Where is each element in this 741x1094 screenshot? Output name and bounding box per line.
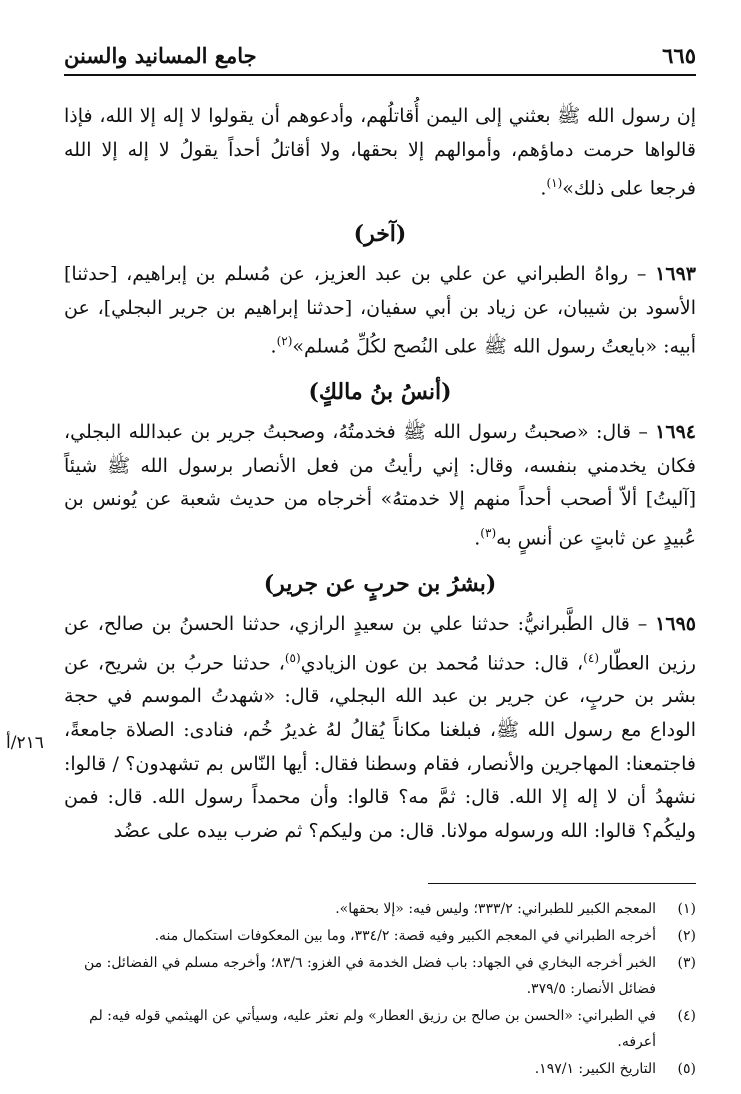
footnote-text: التاريخ الكبير: ١٩٧/١. [534, 1061, 656, 1077]
footnote-number: (١) [677, 901, 696, 917]
footnote-ref: (١) [546, 176, 563, 191]
manuscript-folio-ref: ٢١٦/أ [6, 733, 44, 753]
footnote-text: أخرجه الطبراني في المعجم الكبير وفيه قصة: ٣٣٤/٢، وما بين المعكوفات استكمال منه. [154, 928, 656, 944]
footnote-ref: (٢) [276, 334, 293, 349]
hadith-1693: ١٦٩٣ – رواهُ الطبراني عن علي بن عبد العزيز، عن مُسلم بن إبراهيم، [حدثنا] الأسود بن شيبان، عن زياد بن أبي سفيان، [حدثنا إبراهيم بن جرير البجلي]، عن أبيه: «بايعتُ رسول الله ﷺ على النُصح لكُلِّ مُسلم»$^{(٢)}$. [64, 263, 696, 358]
footnote-separator [428, 883, 696, 884]
page-number: ٦٦٥ [662, 42, 696, 68]
footnote [64, 896, 696, 922]
hadith-number: ١٦٩٤ [655, 421, 696, 444]
section-heading: (بشرُ بن حربٍ عن جرير) [263, 570, 497, 597]
hadith-text: – قال الطَّبرانيُّ: حدثنا علي بن سعيدٍ الرازي، حدثنا الحسنُ بن صالح، عن رزين العطّار [64, 612, 696, 674]
footnote [64, 950, 696, 1002]
book-title: جامع المسانيد والسنن [64, 42, 257, 68]
hadith-number: ١٦٩٥ [655, 612, 696, 635]
footnote-text: الخبر أخرجه البخاري في الجهاد: باب فضل الخدمة في الغزو: ٨٣/٦؛ وأخرجه مسلم في الفضائل: من فضائل الأنصار: ٣٧٩/٥. [84, 955, 656, 997]
hadith-1694: ١٦٩٤ – قال: «صحبتُ رسول الله ﷺ فخدمتُهُ، وصحبتُ جرير بن عبدالله البجلي، فكان يخدمني بنفسه، وقال: إني رأيتُ من فعل الأنصار برسول الله ﷺ شيئاً [آليتُ] ألاّ أصحب أحداً منهم إلا خدمتهُ» أخرجاه من حديث شعبة عن يُونس بن عُبيدٍ عن ثابتٍ عن أنسٍ به$^{(٣)}$. [64, 421, 696, 550]
footnote [64, 1056, 696, 1082]
hadith-1695 [64, 608, 696, 848]
footnote-number: (٢) [677, 928, 696, 944]
header-rule [64, 74, 696, 76]
footnote-ref: (٤) [583, 650, 599, 665]
hadith-text: ، قال: حدثنا مُحمد بن عون الزيادي [300, 651, 584, 674]
intro-text: إن رسول الله ﷺ بعثني إلى اليمن أُقاتلُهم، وأدعوهم أن يقولوا لا إله إلا الله، فإذا قالواها حرمت دماؤهم، وأموالهم إلا بحقها، ولا أقاتلُ أحداً يقولُ لا إله إلا الله فرجعا على ذلك» [64, 105, 696, 200]
footnotes [64, 896, 696, 1083]
hadith-number: ١٦٩٣ [655, 263, 696, 286]
section-heading: (آخر) [353, 221, 407, 248]
footnote-number: (٥) [677, 1061, 696, 1077]
footnote-ref: (٥) [284, 650, 301, 665]
footnote [64, 1003, 696, 1055]
hadith-text: – رواهُ الطبراني عن علي بن عبد العزيز، عن مُسلم بن إبراهيم، [حدثنا] الأسود بن شيبان، عن زياد بن أبي سفيان، [حدثنا إبراهيم بن جرير البجلي]، عن أبيه: «بايعتُ رسول الله ﷺ على النُصح لكُلِّ مُسلم» [64, 263, 696, 358]
hadith-text: – قال: «صحبتُ رسول الله ﷺ فخدمتُهُ، وصحبتُ جرير بن عبدالله البجلي، فكان يخدمني بنفسه، وقال: إني رأيتُ من فعل الأنصار برسول الله ﷺ شيئاً [آليتُ] ألاّ أصحب أحداً منهم إلا خدمتهُ» أخرجاه من حديث شعبة عن يُونس بن عُبيدٍ عن ثابتٍ عن أنسٍ به [64, 421, 696, 550]
intro-paragraph: إن رسول الله ﷺ بعثني إلى اليمن أُقاتلُهم، وأدعوهم أن يقولوا لا إله إلا الله، فإذا قالواها حرمت دماؤهم، وأموالهم إلا بحقها، ولا أقاتلُ أحداً يقولُ لا إله إلا الله فرجعا على ذلك»$^{(١)}$. [64, 105, 696, 200]
footnote-number: (٣) [677, 955, 696, 971]
footnote-text: في الطبراني: «الحسن بن صالح بن رزيق العطار» ولم نعثر عليه، وسيأتي عن الهيثمي قوله فيه: لم أعرفه. [89, 1008, 656, 1050]
footnote [64, 923, 696, 949]
footnote-ref: (٣) [480, 526, 497, 540]
running-head [64, 38, 696, 72]
footnote-number: (٤) [677, 1008, 696, 1024]
footnote-text: المعجم الكبير للطبراني: ٣٣٣/٢؛ وليس فيه: «إلا بحقها». [335, 901, 656, 917]
section-heading: (أنسُ بنُ مالكٍ) [308, 379, 452, 406]
hadith-text: ، حدثنا حربُ بن شريح، عن بشر بن حربٍ، عن جرير بن عبد الله البجلي، قال: «شهدتُ الموسم في حجة الوداع مع رسول الله ﷺ، فبلغنا مكاناً يُقالُ لهُ غديرُ خُم، فنادى: الصلاة جامعةً، فاجتمعنا: المهاجرين والأنصار، فقام وسطنا فقال: أيها النّاس بم تشهدون؟ / قالوا: نشهدُ أن لا إله إلا الله. قال: ثمَّ مه؟ قالوا: وأن محمداً رسول الله. قال: فمن وليكُم؟ قالوا: الله ورسوله مولانا. قال: من وليكم؟ ثم ضرب بيده على عضُد [64, 651, 696, 842]
main-text [64, 100, 696, 848]
